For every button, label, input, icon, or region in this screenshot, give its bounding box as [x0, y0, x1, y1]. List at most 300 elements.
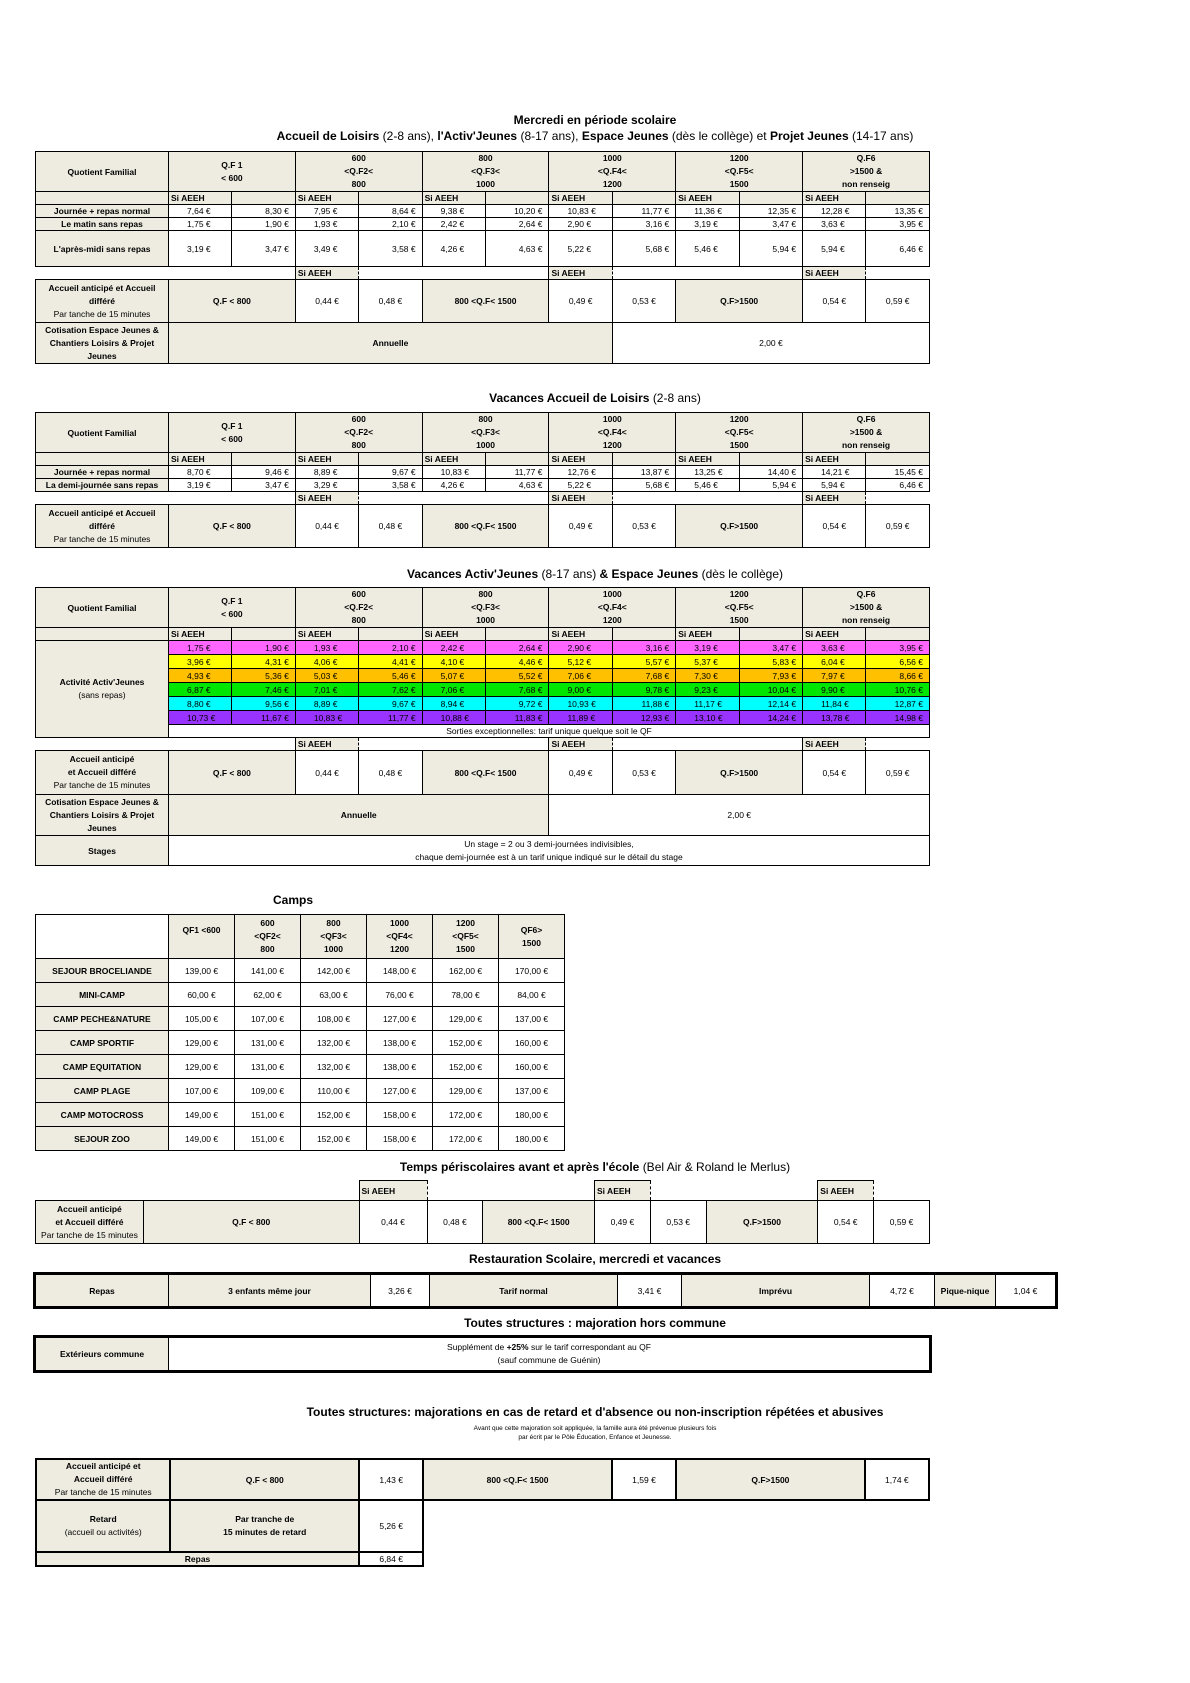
table-row [36, 1127, 565, 1151]
spacer [612, 492, 802, 505]
aeeh-blank [359, 453, 422, 466]
activite-price-cell: 12,93 € [612, 711, 675, 725]
price-cell: 5,94 € [803, 479, 866, 492]
price-cell: 1,90 € [232, 218, 295, 231]
camp-price: 152,00 € [301, 1103, 367, 1127]
camp-name: MINI-CAMP [36, 983, 169, 1007]
price-cell: 8,70 € [169, 466, 232, 479]
qf-header-2: 600 <Q.F2< 800 [295, 413, 422, 453]
price-cell: 5,22 € [549, 479, 612, 492]
aeeh-label: Si AEEH [295, 192, 358, 205]
aa-value: 0,49 € [549, 751, 612, 795]
camp-price: 132,00 € [301, 1031, 367, 1055]
section3-title: Vacances Activ'Jeunes (8-17 ans) & Espace Jeunes (dès le collège) [407, 567, 783, 581]
aeeh-label: Si AEEH [818, 1181, 874, 1201]
activite-price-cell: 13,10 € [676, 711, 739, 725]
aeeh-label: Si AEEH [422, 453, 485, 466]
table-row [36, 466, 930, 479]
table-row [36, 959, 565, 983]
camp-price: 84,00 € [499, 983, 565, 1007]
camp-price: 149,00 € [169, 1103, 235, 1127]
camp-name: CAMP MOTOCROSS [36, 1103, 169, 1127]
camp-price: 129,00 € [169, 1031, 235, 1055]
aa-value: 0,53 € [650, 1201, 706, 1244]
aeeh-blank [232, 453, 295, 466]
camp-qf-header: QF6> 1500 [499, 915, 565, 959]
qf-header-1: Q.F 1 < 600 [169, 152, 296, 192]
camp-price: 105,00 € [169, 1007, 235, 1031]
aa-value: 0,53 € [612, 505, 675, 548]
camp-price: 160,00 € [499, 1055, 565, 1079]
sorties-note: Sorties exceptionnelles: tarif unique quelque soit le QF [169, 725, 930, 738]
price-cell: 11,77 € [486, 466, 549, 479]
price-cell: 11,36 € [676, 205, 739, 218]
price-cell: 5,68 € [612, 231, 675, 267]
aa-value: 0,53 € [612, 280, 675, 323]
aa-value: 0,54 € [803, 280, 866, 323]
aa-qf-mid: 800 <Q.F< 1500 [422, 280, 549, 323]
cotisation-value: 2,00 € [549, 795, 930, 836]
repas-normal-value: 3,41 € [618, 1275, 682, 1307]
activite-price-cell: 8,89 € [295, 697, 358, 711]
aeeh-label: Si AEEH [295, 267, 358, 280]
activite-price-cell: 2,90 € [549, 641, 612, 655]
aa-qf-low: Q.F < 800 [169, 751, 296, 795]
activite-price-cell: 9,78 € [612, 683, 675, 697]
activite-price-cell: 3,96 € [169, 655, 232, 669]
aeeh-label: Si AEEH [803, 628, 866, 641]
price-cell: 10,83 € [422, 466, 485, 479]
camp-price: 129,00 € [433, 1079, 499, 1103]
qf-label-blank [36, 628, 169, 641]
aa-value: 0,54 € [803, 505, 866, 548]
aeeh-blank [232, 192, 295, 205]
camp-price: 137,00 € [499, 1007, 565, 1031]
spacer [36, 1181, 360, 1201]
aeeh-label: Si AEEH [594, 1181, 650, 1201]
table-row [36, 152, 930, 192]
cotisation-value: 2,00 € [612, 323, 929, 364]
price-cell: 6,46 € [866, 231, 930, 267]
cotisation-label: Cotisation Espace Jeunes & Chantiers Loisirs & Projet Jeunes [36, 323, 169, 364]
retard-repas-label: Repas [36, 1552, 359, 1566]
table-row [36, 1103, 565, 1127]
camp-price: 129,00 € [433, 1007, 499, 1031]
retard-qf2-label: 800 <Q.F< 1500 [423, 1459, 612, 1500]
repas-3-enfants-label: 3 enfants même jour [169, 1275, 371, 1307]
price-cell: 14,40 € [739, 466, 802, 479]
activite-price-cell: 1,75 € [169, 641, 232, 655]
aa-value: 0,44 € [295, 505, 358, 548]
table-row [36, 413, 930, 453]
camp-price: 127,00 € [367, 1079, 433, 1103]
cotisation-label: Cotisation Espace Jeunes & Chantiers Loisirs & Projet Jeunes [36, 795, 169, 836]
activite-price-cell: 10,93 € [549, 697, 612, 711]
camp-price: 139,00 € [169, 959, 235, 983]
price-cell: 8,30 € [232, 205, 295, 218]
activite-price-cell: 7,46 € [232, 683, 295, 697]
aa-qf-high: Q.F>1500 [676, 280, 803, 323]
aa-qf-mid: 800 <Q.F< 1500 [422, 751, 549, 795]
price-cell: 3,58 € [359, 231, 422, 267]
aeeh-blank [866, 628, 930, 641]
activite-price-cell: 11,89 € [549, 711, 612, 725]
price-cell: 8,64 € [359, 205, 422, 218]
aeeh-blank [359, 192, 422, 205]
price-cell: 7,95 € [295, 205, 358, 218]
accueil-anticipe-label: Accueil anticipé et Accueil différé Par tanche de 15 minutes [36, 751, 169, 795]
camp-price: 107,00 € [235, 1007, 301, 1031]
aeeh-label: Si AEEH [295, 738, 358, 751]
aeeh-label: Si AEEH [676, 628, 739, 641]
table-row [36, 280, 930, 323]
activite-price-cell: 11,83 € [486, 711, 549, 725]
price-cell: 2,42 € [422, 218, 485, 231]
accueil-anticipe-label: Accueil anticipé et Accueil différé Par tanche de 15 minutes [36, 1201, 144, 1244]
majoration-table [35, 1337, 930, 1371]
price-cell: 3,58 € [359, 479, 422, 492]
aeeh-label: Si AEEH [169, 453, 232, 466]
aa-value: 0,59 € [866, 280, 930, 323]
price-cell: 5,22 € [549, 231, 612, 267]
camp-price: 138,00 € [367, 1055, 433, 1079]
camp-qf-header: 600 <QF2< 800 [235, 915, 301, 959]
activite-price-cell: 7,62 € [359, 683, 422, 697]
aeeh-blank [486, 628, 549, 641]
aa-value: 0,54 € [803, 751, 866, 795]
qf-header-5: 1200 <Q.F5< 1500 [676, 413, 803, 453]
price-cell: 6,46 € [866, 479, 930, 492]
camp-price: 131,00 € [235, 1031, 301, 1055]
aa-value: 0,54 € [818, 1201, 874, 1244]
price-cell: 14,21 € [803, 466, 866, 479]
camp-price: 180,00 € [499, 1103, 565, 1127]
activite-price-cell: 5,12 € [549, 655, 612, 669]
cotisation-period: Annuelle [169, 795, 549, 836]
spacer [359, 267, 549, 280]
retard-aa-label: Accueil anticipé et Accueil différé Par tanche de 15 minutes [36, 1459, 170, 1500]
table-row [36, 655, 930, 669]
retard-tranche-value: 5,26 € [359, 1500, 423, 1552]
camp-price: 152,00 € [433, 1031, 499, 1055]
table-row [36, 751, 930, 795]
activite-price-cell: 3,19 € [676, 641, 739, 655]
activite-price-cell: 9,72 € [486, 697, 549, 711]
retard-tranche-label: Par tranche de 15 minutes de retard [170, 1500, 359, 1552]
aeeh-blank [486, 453, 549, 466]
activite-price-cell: 10,76 € [866, 683, 930, 697]
camp-price: 127,00 € [367, 1007, 433, 1031]
spacer [427, 1181, 594, 1201]
qf-header-3: 800 <Q.F3< 1000 [422, 413, 549, 453]
activite-price-cell: 7,93 € [739, 669, 802, 683]
table-row [36, 479, 930, 492]
activite-price-cell: 6,56 € [866, 655, 930, 669]
camp-name: CAMP SPORTIF [36, 1031, 169, 1055]
qf-header-2: 600 <Q.F2< 800 [295, 588, 422, 628]
camp-qf-header: 1200 <QF5< 1500 [433, 915, 499, 959]
camp-price: 172,00 € [433, 1127, 499, 1151]
spacer [866, 738, 930, 751]
qf-header-6: Q.F6 >1500 & non renseig [803, 588, 930, 628]
aa-qf-high: Q.F>1500 [676, 751, 803, 795]
activite-price-cell: 9,23 € [676, 683, 739, 697]
table-row [36, 915, 565, 959]
activite-price-cell: 7,30 € [676, 669, 739, 683]
activite-price-cell: 8,80 € [169, 697, 232, 711]
table-row [36, 231, 930, 267]
aeeh-label: Si AEEH [803, 453, 866, 466]
activite-price-cell: 14,98 € [866, 711, 930, 725]
qf-header-3: 800 <Q.F3< 1000 [422, 152, 549, 192]
activite-price-cell: 5,57 € [612, 655, 675, 669]
pique-nique-value: 1,04 € [996, 1275, 1056, 1307]
row-label: Le matin sans repas [36, 218, 169, 231]
activite-price-cell: 10,73 € [169, 711, 232, 725]
camp-price: 158,00 € [367, 1103, 433, 1127]
camp-name: CAMP EQUITATION [36, 1055, 169, 1079]
price-cell: 3,47 € [232, 479, 295, 492]
activite-price-cell: 5,46 € [359, 669, 422, 683]
price-cell: 4,26 € [422, 231, 485, 267]
camp-price: 160,00 € [499, 1031, 565, 1055]
price-cell: 8,89 € [295, 466, 358, 479]
qf-header-4: 1000 <Q.F4< 1200 [549, 588, 676, 628]
mercredi-tarif-table [35, 151, 930, 364]
aeeh-blank [359, 628, 422, 641]
periscolaire-table [35, 1180, 930, 1244]
table-row [36, 1181, 930, 1201]
price-cell: 10,20 € [486, 205, 549, 218]
camp-price: 180,00 € [499, 1127, 565, 1151]
qf-label: Quotient Familial [36, 413, 169, 453]
aa-value: 0,48 € [359, 280, 422, 323]
aa-value: 0,48 € [359, 751, 422, 795]
qf-label: Quotient Familial [36, 588, 169, 628]
price-cell: 4,26 € [422, 479, 485, 492]
aeeh-blank [739, 192, 802, 205]
aeeh-label: Si AEEH [549, 453, 612, 466]
qf-header-1: Q.F 1 < 600 [169, 588, 296, 628]
aeeh-blank [232, 628, 295, 641]
aa-value: 0,53 € [612, 751, 675, 795]
aa-value: 0,49 € [549, 280, 612, 323]
price-cell: 5,94 € [739, 479, 802, 492]
aa-qf-high: Q.F>1500 [706, 1201, 818, 1244]
camp-qf-header: QF1 <600 [169, 915, 235, 959]
section1-title-b: Accueil de Loisirs (2-8 ans), l'Activ'Jeunes (8-17 ans), Espace Jeunes (dès le collège) et Projet Jeunes (14-17 ans) [276, 129, 914, 143]
aeeh-label: Si AEEH [549, 267, 612, 280]
table-row [36, 683, 930, 697]
aeeh-blank [612, 192, 675, 205]
activite-price-cell: 11,88 € [612, 697, 675, 711]
camp-price: 60,00 € [169, 983, 235, 1007]
activite-price-cell: 9,00 € [549, 683, 612, 697]
price-cell: 15,45 € [866, 466, 930, 479]
table-row [36, 669, 930, 683]
pique-nique-label: Pique-nique [935, 1275, 996, 1307]
camp-price: 149,00 € [169, 1127, 235, 1151]
aeeh-blank [739, 628, 802, 641]
spacer [612, 738, 802, 751]
aeeh-label: Si AEEH [549, 192, 612, 205]
aa-qf-high: Q.F>1500 [676, 505, 803, 548]
activite-price-cell: 3,95 € [866, 641, 930, 655]
price-cell: 12,76 € [549, 466, 612, 479]
aeeh-blank [866, 192, 930, 205]
aa-value: 0,48 € [359, 505, 422, 548]
camp-name: CAMP PLAGE [36, 1079, 169, 1103]
camp-price: 138,00 € [367, 1031, 433, 1055]
table-row [36, 983, 565, 1007]
aa-value: 0,59 € [874, 1201, 930, 1244]
camp-qf-header: 1000 <QF4< 1200 [367, 915, 433, 959]
retard-qf3-label: Q.F>1500 [676, 1459, 865, 1500]
qf-header-5: 1200 <Q.F5< 1500 [676, 588, 803, 628]
camp-price: 109,00 € [235, 1079, 301, 1103]
aeeh-label: Si AEEH [676, 192, 739, 205]
table-row [36, 218, 930, 231]
qf-label-blank [36, 453, 169, 466]
activite-price-cell: 10,04 € [739, 683, 802, 697]
activite-price-cell: 2,10 € [359, 641, 422, 655]
activite-price-cell: 2,42 € [422, 641, 485, 655]
retard-label: Retard (accueil ou activités) [36, 1500, 170, 1552]
activite-price-cell: 4,93 € [169, 669, 232, 683]
activite-price-cell: 5,07 € [422, 669, 485, 683]
activite-price-cell: 3,16 € [612, 641, 675, 655]
activite-price-cell: 3,47 € [739, 641, 802, 655]
restauration-table [35, 1274, 1056, 1307]
spacer [866, 492, 930, 505]
price-cell: 5,94 € [739, 231, 802, 267]
aeeh-blank [866, 453, 930, 466]
camp-price: 63,00 € [301, 983, 367, 1007]
retard-note-1: Avant que cette majoration soit appliquée, la famille aura été prévenue plusieurs fois [473, 1425, 717, 1432]
aa-value: 0,44 € [359, 1201, 427, 1244]
restauration-title: Restauration Scolaire, mercredi et vacances [468, 1252, 722, 1266]
price-cell: 12,28 € [803, 205, 866, 218]
activite-price-cell: 11,67 € [232, 711, 295, 725]
aa-value: 0,48 € [427, 1201, 483, 1244]
aeeh-label: Si AEEH [803, 738, 866, 751]
price-cell: 3,49 € [295, 231, 358, 267]
repas-imprevu-label: Imprévu [682, 1275, 870, 1307]
price-cell: 4,63 € [486, 479, 549, 492]
vacances-loisirs-table [35, 412, 930, 548]
stages-text: Un stage = 2 ou 3 demi-journées indivisibles, chaque demi-journée est à un tarif unique indiqué sur le détail du stage [169, 836, 930, 866]
price-cell: 4,63 € [486, 231, 549, 267]
activite-price-cell: 9,67 € [359, 697, 422, 711]
aa-qf-low: Q.F < 800 [169, 505, 296, 548]
activite-price-cell: 11,84 € [803, 697, 866, 711]
price-cell: 5,68 € [612, 479, 675, 492]
activite-price-cell: 5,36 € [232, 669, 295, 683]
spacer [612, 267, 802, 280]
price-cell: 9,67 € [359, 466, 422, 479]
activite-price-cell: 14,24 € [739, 711, 802, 725]
camp-price: 172,00 € [433, 1103, 499, 1127]
aeeh-label: Si AEEH [803, 267, 866, 280]
price-cell: 7,64 € [169, 205, 232, 218]
table-row [36, 453, 930, 466]
accueil-anticipe-label: Accueil anticipé et Accueil différé Par tanche de 15 minutes [36, 280, 169, 323]
price-cell: 13,25 € [676, 466, 739, 479]
row-label: L'après-midi sans repas [36, 231, 169, 267]
activite-price-cell: 5,52 € [486, 669, 549, 683]
activite-price-cell: 8,66 € [866, 669, 930, 683]
spacer [36, 267, 296, 280]
table-row [36, 641, 930, 655]
activite-price-cell: 9,56 € [232, 697, 295, 711]
price-cell: 3,16 € [612, 218, 675, 231]
camp-price: 152,00 € [433, 1055, 499, 1079]
activite-price-cell: 10,88 € [422, 711, 485, 725]
table-row [36, 267, 930, 280]
repas-3-enfants-value: 3,26 € [371, 1275, 430, 1307]
activite-price-cell: 2,64 € [486, 641, 549, 655]
camp-price: 141,00 € [235, 959, 301, 983]
price-cell: 3,63 € [803, 218, 866, 231]
spacer [874, 1181, 930, 1201]
price-cell: 1,75 € [169, 218, 232, 231]
accueil-anticipe-label: Accueil anticipé et Accueil différé Par tanche de 15 minutes [36, 505, 169, 548]
activite-price-cell: 12,14 € [739, 697, 802, 711]
aeeh-blank [612, 628, 675, 641]
camp-price: 148,00 € [367, 959, 433, 983]
qf-header-4: 1000 <Q.F4< 1200 [549, 413, 676, 453]
spacer [36, 492, 296, 505]
aeeh-label: Si AEEH [359, 1181, 427, 1201]
aeeh-label: Si AEEH [803, 192, 866, 205]
camp-name: SEJOUR ZOO [36, 1127, 169, 1151]
price-cell: 3,29 € [295, 479, 358, 492]
activite-price-cell: 7,06 € [549, 669, 612, 683]
camp-price: 78,00 € [433, 983, 499, 1007]
camp-name: CAMP PECHE&NATURE [36, 1007, 169, 1031]
table-row [36, 738, 930, 751]
spacer [650, 1181, 817, 1201]
camp-price: 129,00 € [169, 1055, 235, 1079]
aa-qf-mid: 800 <Q.F< 1500 [483, 1201, 595, 1244]
activite-label: Activité Activ'Jeunes (sans repas) [36, 641, 169, 738]
aa-value: 0,44 € [295, 751, 358, 795]
price-cell: 2,90 € [549, 218, 612, 231]
price-cell: 13,35 € [866, 205, 930, 218]
aa-qf-low: Q.F < 800 [143, 1201, 359, 1244]
spacer [36, 738, 296, 751]
activite-price-cell: 7,01 € [295, 683, 358, 697]
aeeh-label: Si AEEH [549, 492, 612, 505]
table-row [36, 1031, 565, 1055]
activite-price-cell: 8,94 € [422, 697, 485, 711]
retard-note-2: par écrit par le Pôle Éducation, Enfance et Jeunesse. [518, 1434, 672, 1441]
camp-price: 62,00 € [235, 983, 301, 1007]
price-cell: 12,35 € [739, 205, 802, 218]
qf-header-2: 600 <Q.F2< 800 [295, 152, 422, 192]
activite-price-cell: 7,97 € [803, 669, 866, 683]
aeeh-label: Si AEEH [169, 192, 232, 205]
spacer [866, 267, 930, 280]
row-label: Journée + repas normal [36, 466, 169, 479]
activite-price-cell: 12,87 € [866, 697, 930, 711]
aeeh-blank [739, 453, 802, 466]
aeeh-label: Si AEEH [295, 453, 358, 466]
activite-price-cell: 6,04 € [803, 655, 866, 669]
camp-qf-header: 800 <QF3< 1000 [301, 915, 367, 959]
table-row [36, 588, 930, 628]
camp-price: 107,00 € [169, 1079, 235, 1103]
